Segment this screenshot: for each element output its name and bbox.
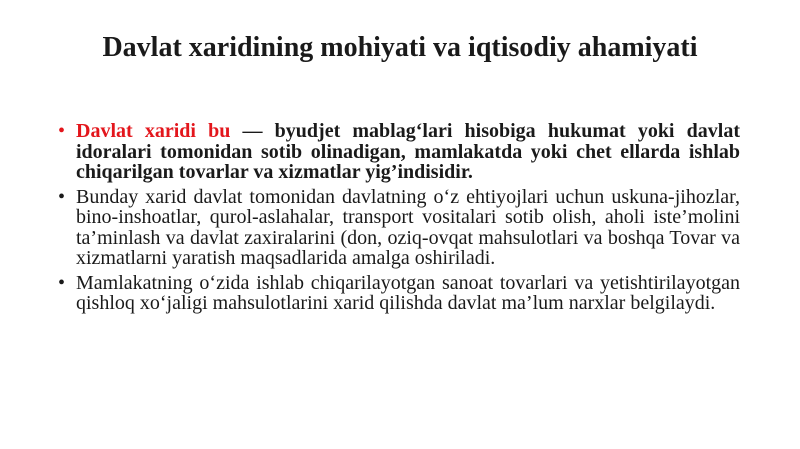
bullet-item-purpose [58, 187, 740, 269]
bullet-item-definition [58, 121, 740, 183]
bullet-item-pricing [58, 273, 740, 314]
definition-term: Davlat xaridi bu [76, 120, 231, 142]
bullet-dot-icon: • [58, 120, 66, 142]
pricing-text: Mamlakatning o‘zida ishlab chiqarilayotgan sanoat tovarlari va yetishtirilayotgan qishloq xo‘jaligi mahsulotlarini xarid qilishda davlat ma’lum narxlar belgilaydi. [76, 271, 740, 314]
slide-title: Davlat xaridining mohiyati va iqtisodiy ahamiyati [102, 32, 698, 63]
bullet-dot-icon: • [58, 271, 66, 294]
definition-text: — byudjet mablag‘lari hisobiga hukumat yoki davlat idoralari tomonidan sotib olinadigan, mamlakatda yoki chet ellarda ishlab chiqarilgan tovarlar va xizmatlar yig’indisidir. [76, 120, 740, 183]
purpose-text: Bunday xarid davlat tomonidan davlatning o‘z ehtiyojlari uchun uskuna-jihozlar, bino-inshoatlar, qurol-aslahalar, transport vositalari sotib olish, aholi iste’molini ta’minlash va davlat zaxiralarini (don, oziq-ovqat mahsulotlari va boshqa Tovar va xizmatlarni yaratish maqsadlarida amalga oshiriladi. [76, 185, 740, 269]
bullet-list [58, 121, 740, 318]
bullet-dot-icon: • [58, 185, 66, 208]
